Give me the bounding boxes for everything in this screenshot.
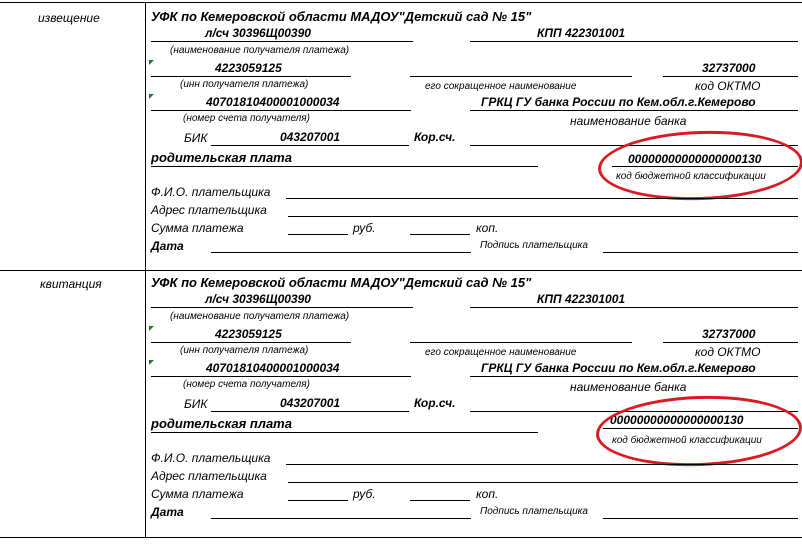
- recipient-caption: (наименование получателя платежа): [170, 311, 350, 322]
- payer-label: Ф.И.О. плательщика: [151, 185, 271, 199]
- kbk-value: 00000000000000000130: [628, 152, 762, 166]
- inn-caption: (инн получателя платежа): [180, 79, 309, 90]
- date-label: Дата: [151, 239, 184, 253]
- date-label: Дата: [151, 505, 184, 519]
- oktmo-value: 32737000: [702, 61, 756, 75]
- kop-label: коп.: [476, 221, 499, 235]
- rub-field-line: [288, 234, 348, 235]
- rub-field-line: [288, 500, 348, 501]
- account-caption: (номер счета получателя): [183, 113, 310, 124]
- cell-marker: [149, 326, 154, 331]
- sum-label: Сумма платежа: [151, 487, 244, 501]
- account-number: 40701810400001000034: [206, 95, 340, 109]
- personal-account: л/сч 30396Щ00390: [205, 292, 311, 306]
- bank-caption: наименование банка: [570, 380, 687, 394]
- bank-name: ГРКЦ ГУ банка России по Кем.обл.г.Кемерово: [481, 361, 756, 375]
- address-label: Адрес плательщика: [151, 203, 267, 217]
- kor-label: Кор.сч.: [414, 130, 456, 144]
- rub-label: руб.: [353, 487, 376, 501]
- recipient-caption: (наименование получателя платежа): [170, 45, 350, 56]
- kbk-caption: код бюджетной классификации: [612, 435, 762, 446]
- cell-marker: [149, 360, 154, 365]
- payer-field-line: [286, 198, 798, 199]
- short-name-caption: его сокращенное наименование: [425, 81, 577, 92]
- kop-field-line: [410, 500, 470, 501]
- kop-label: коп.: [476, 487, 499, 501]
- kbk-value: 00000000000000000130: [610, 413, 744, 427]
- personal-account: л/сч 30396Щ00390: [205, 26, 311, 40]
- inn-value: 4223059125: [215, 61, 282, 75]
- address-label: Адрес плательщика: [151, 469, 267, 483]
- section-label: квитанция: [40, 277, 102, 291]
- sum-label: Сумма платежа: [151, 221, 244, 235]
- kor-label: Кор.сч.: [414, 396, 456, 410]
- cell-marker: [149, 60, 154, 65]
- recipient-name: УФК по Кемеровской области МАДОУ"Детский сад № 15": [151, 275, 532, 290]
- cell-marker: [149, 94, 154, 99]
- signature-field-line: [603, 252, 798, 253]
- kpp-value: КПП 422301001: [537, 292, 626, 306]
- payment-purpose: родительская плата: [151, 150, 292, 165]
- signature-field-line: [603, 518, 798, 519]
- kbk-highlight-oval: [595, 392, 802, 469]
- bottom-border: [0, 537, 802, 538]
- account-caption: (номер счета получателя): [183, 379, 310, 390]
- oktmo-caption: код ОКТМО: [695, 79, 761, 93]
- notice-section: [0, 0, 802, 270]
- date-field-line: [211, 252, 471, 253]
- address-field-line: [288, 482, 798, 483]
- payer-label: Ф.И.О. плательщика: [151, 451, 271, 465]
- account-number: 40701810400001000034: [206, 361, 340, 375]
- signature-label: Подпись плательщика: [480, 506, 588, 517]
- bik-value: 043207001: [280, 130, 341, 144]
- payer-field-line: [286, 464, 798, 465]
- bik-label: БИК: [184, 397, 208, 411]
- bank-name: ГРКЦ ГУ банка России по Кем.обл.г.Кемерово: [481, 95, 756, 109]
- bank-caption: наименование банка: [570, 114, 687, 128]
- short-name-caption: его сокращенное наименование: [425, 347, 577, 358]
- address-field-line: [288, 216, 798, 217]
- section-label: извещение: [38, 11, 100, 25]
- bik-value: 043207001: [280, 396, 341, 410]
- receipt-section: [0, 266, 802, 537]
- oktmo-value: 32737000: [702, 327, 756, 341]
- oktmo-caption: код ОКТМО: [695, 345, 761, 359]
- signature-label: Подпись плательщика: [480, 240, 588, 251]
- kpp-value: КПП 422301001: [537, 26, 626, 40]
- inn-caption: (инн получателя платежа): [180, 345, 309, 356]
- rub-label: руб.: [353, 221, 376, 235]
- kbk-caption: код бюджетной классификации: [616, 171, 766, 182]
- date-field-line: [211, 518, 471, 519]
- inn-value: 4223059125: [215, 327, 282, 341]
- payment-purpose: родительская плата: [151, 416, 292, 431]
- kop-field-line: [410, 234, 470, 235]
- bik-label: БИК: [184, 131, 208, 145]
- kbk-highlight-oval: [597, 127, 802, 203]
- recipient-name: УФК по Кемеровской области МАДОУ"Детский сад № 15": [151, 9, 532, 24]
